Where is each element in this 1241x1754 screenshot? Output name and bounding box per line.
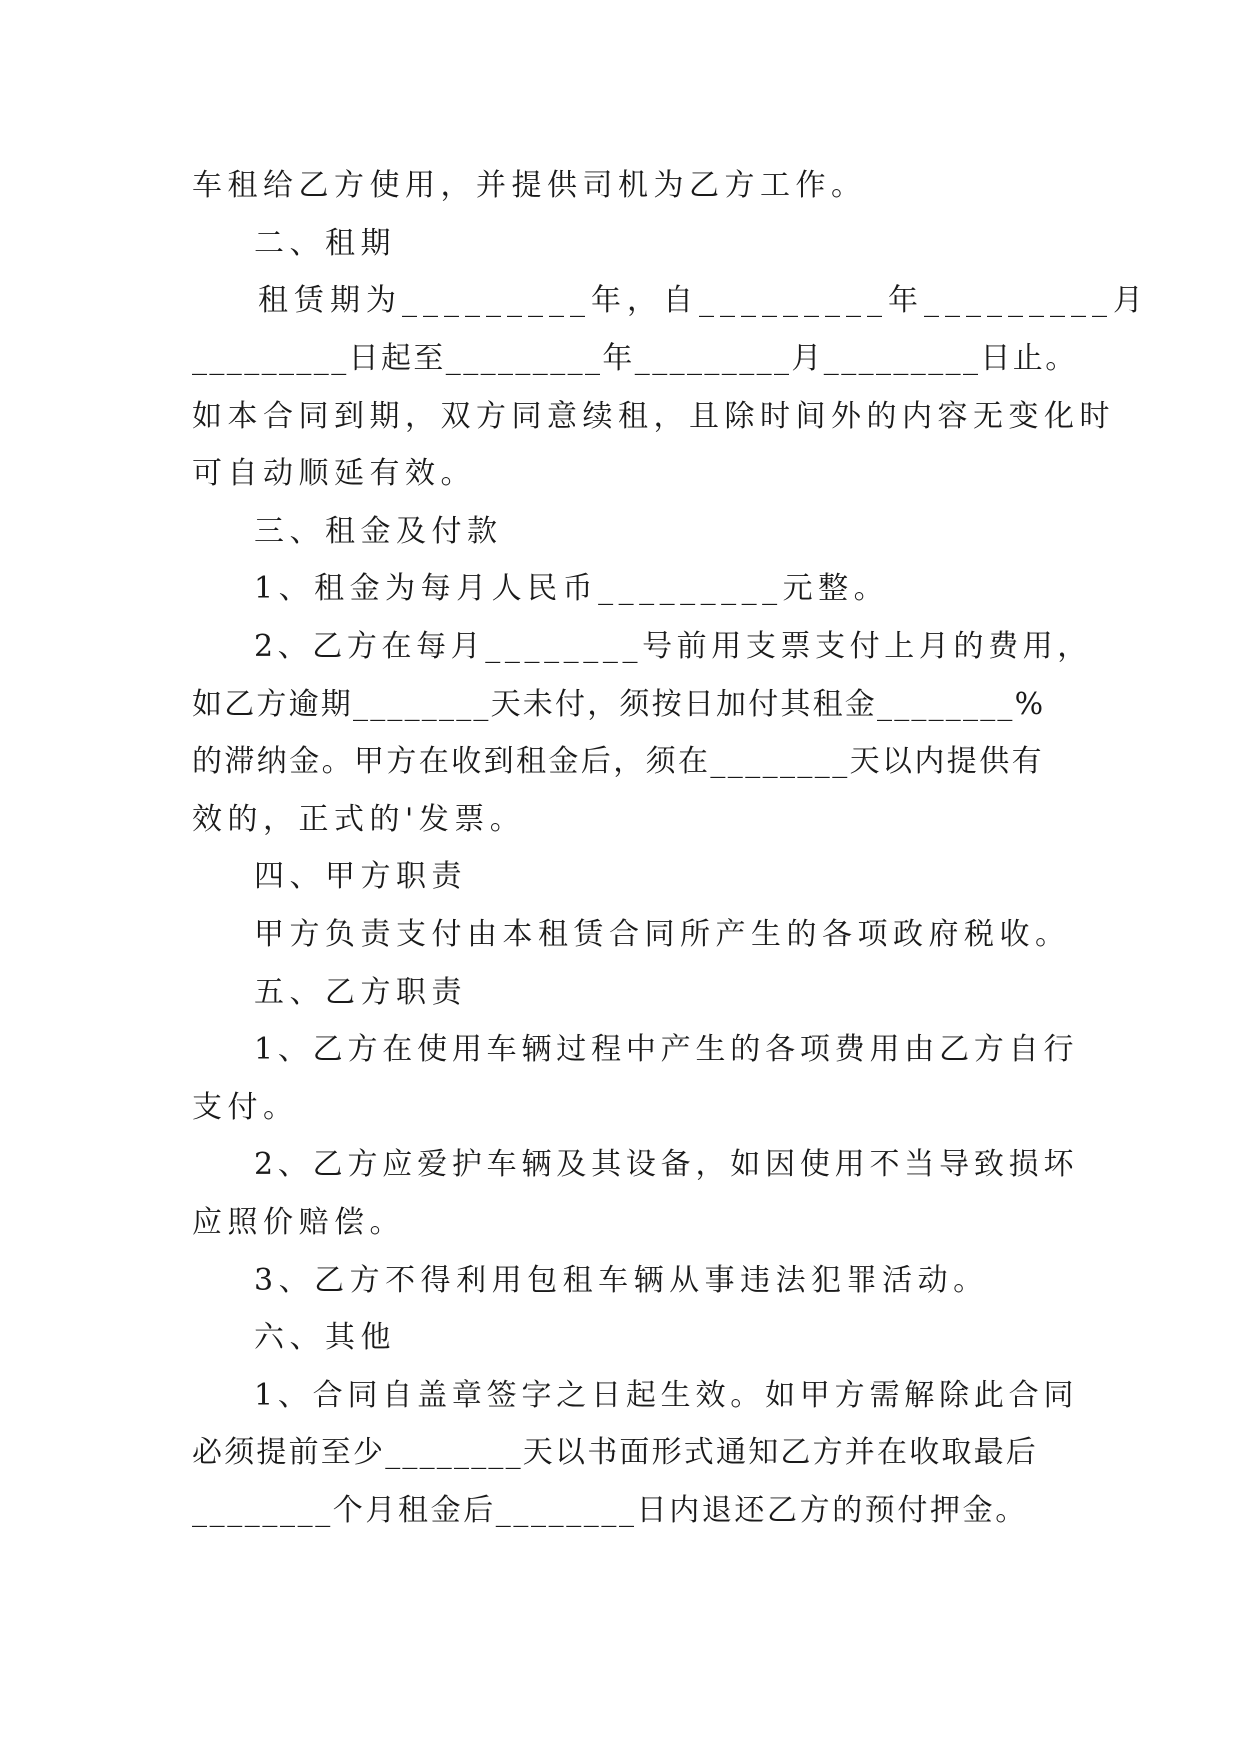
text-line: 2、乙方应爱护车辆及其设备，如因使用不当导致损坏: [254, 1147, 1079, 1182]
text-line: 1、合同自盖章签字之日起生效。如甲方需解除此合同: [254, 1378, 1079, 1413]
text-line: 如乙方逾期________天未付，须按日加付其租金________%: [192, 687, 1046, 722]
text-line: 应照价赔偿。: [192, 1205, 405, 1240]
text-line: 1、乙方在使用车辆过程中产生的各项费用由乙方自行: [254, 1032, 1079, 1067]
text-line: 支付。: [192, 1090, 299, 1125]
text-line: 可自动顺延有效。: [192, 456, 476, 491]
text-line: ________个月租金后________日内退还乙方的预付押金。: [192, 1493, 1028, 1528]
text-line: 甲方负责支付由本租赁合同所产生的各项政府税收。: [254, 917, 1071, 952]
section-heading-party-b-duties: 五、乙方职责: [254, 975, 467, 1010]
text-line: 1、租金为每月人民币_________元整。: [254, 571, 890, 606]
text-line: 3、乙方不得利用包租车辆从事违法犯罪活动。: [254, 1263, 989, 1298]
section-heading-party-a-duties: 四、甲方职责: [254, 859, 467, 894]
section-heading-lease-term: 二、租期: [254, 226, 396, 261]
text-line: 效的，正式的'发票。: [192, 802, 526, 837]
section-heading-other: 六、其他: [254, 1320, 396, 1355]
text-line: 租赁期为_________年，自_________年_________月: [258, 283, 1149, 318]
text-line: 必须提前至少________天以书面形式通知乙方并在收取最后: [192, 1435, 1038, 1470]
text-line: 的滞纳金。甲方在收到租金后，须在________天以内提供有: [192, 744, 1044, 779]
text-line: 如本合同到期，双方同意续租，且除时间外的内容无变化时: [192, 399, 1115, 434]
section-heading-rent-payment: 三、租金及付款: [254, 514, 503, 549]
text-line: 车租给乙方使用，并提供司机为乙方工作。: [192, 168, 867, 203]
text-line: _________日起至_________年_________月_________日止。: [192, 341, 1078, 376]
text-line: 2、乙方在每月________号前用支票支付上月的费用，: [254, 629, 1092, 664]
